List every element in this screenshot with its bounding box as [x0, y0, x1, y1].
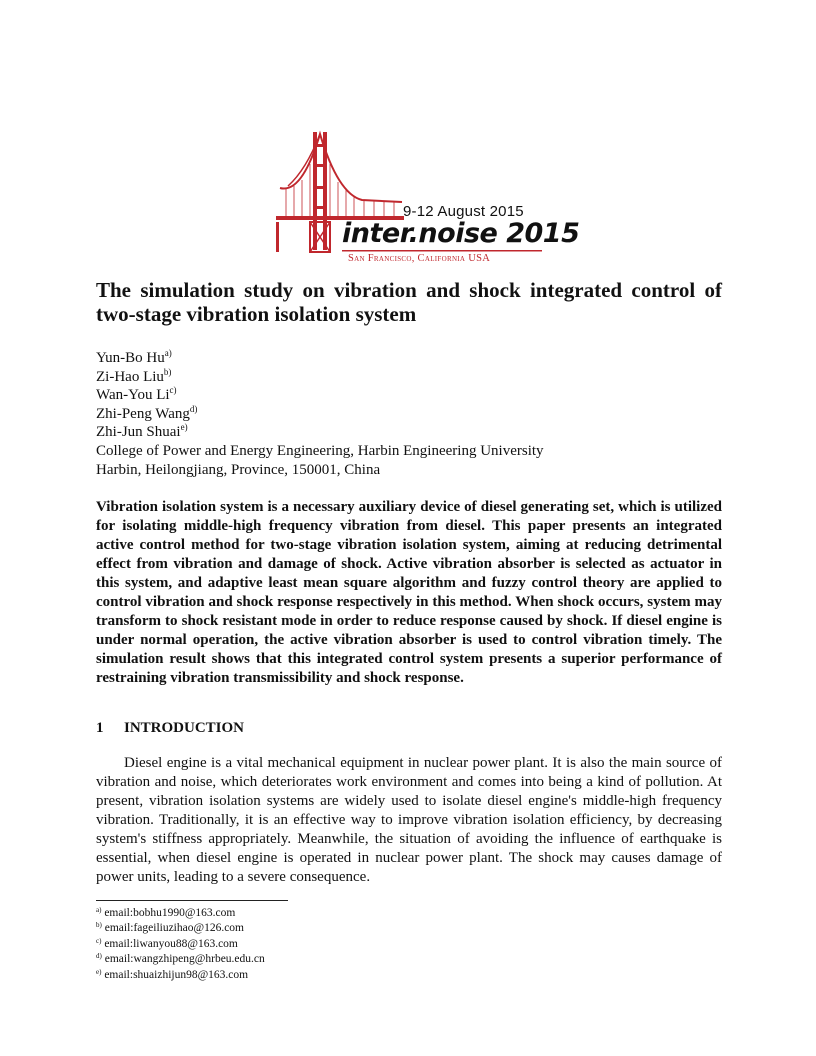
footnote: [96, 968, 265, 983]
author-mark: c): [169, 385, 177, 396]
affiliation-line: College of Power and Energy Engineering, Harbin Engineering University: [96, 442, 544, 459]
golden-gate-bridge-icon: [272, 130, 562, 270]
author-mark: e): [180, 422, 188, 433]
author-name: Wan-You Li: [96, 387, 170, 404]
footnote-mark: e): [96, 967, 102, 976]
section-number: 1: [96, 720, 104, 736]
conference-brand: inter.noise 2015: [342, 218, 580, 249]
footnote-mark: a): [96, 906, 102, 914]
author-block: [96, 349, 722, 479]
author-mark: d): [189, 403, 198, 414]
footnote-mark: b): [96, 921, 102, 930]
footnote-text: email:shuaizhijun98@163.com: [104, 968, 249, 981]
footnote: [96, 952, 265, 967]
author-mark: b): [163, 366, 172, 377]
author-name: Yun-Bo Hu: [96, 350, 165, 366]
footnotes: [96, 906, 265, 983]
footnote: [96, 937, 265, 952]
author-name: Zi-Hao Liu: [96, 368, 164, 385]
abstract: Vibration isolation system is a necessary auxiliary device of diesel generating set, which is utilized for isolating middle-high frequency vibration from diesel. This paper presents an integrated active control method for two-stage vibration isolation system, aiming at reducing detrimental effect from vibration and damage of shock. Active vibration absorber is selected as actuator in this system, and adaptive least mean square algorithm and fuzzy control theory are applied to control vibration and shock response respectively in this method. When shock occurs, system may transform to shock resistant mode in order to reduce response caused by shock. If diesel engine is under normal operation, the active vibration absorber is used to control vibration timely. The simulation result shows that this integrated control system presents a superior performance of restraining vibration transmissibility and shock response.: [96, 499, 722, 686]
author-line: [96, 368, 722, 387]
author-line: [96, 349, 722, 368]
footnote-mark: c): [96, 936, 102, 945]
affiliation-line: Harbin, Heilongjiang, Province, 150001, China: [96, 461, 381, 478]
body-paragraph: Diesel engine is a vital mechanical equipment in nuclear power plant. It is also the main source of vibration and noise, which deteriorates work environment and comes into being a kind of pollution. At present, vibration isolation systems are widely used to isolate diesel engine's middle-high frequency vibration. Traditionally, it is an effective way to improve vibration isolation efficiency, by decreasing system's stiffness appropriately. Meanwhile, the situation of avoiding the influence of earthquake is essential, when diesel engine is operated in nuclear power plant. The shock may causes damage of power units, leading to a severe consequence.: [96, 755, 722, 885]
author-line: [96, 423, 722, 442]
section-title: INTRODUCTION: [124, 720, 245, 736]
section-heading: [96, 720, 244, 737]
footnote-text: email:wangzhipeng@hrbeu.edu.cn: [104, 953, 265, 966]
footnote: [96, 906, 265, 921]
paper-title: The simulation study on vibration and shock integrated control of two-stage vibration isolation system: [96, 278, 722, 326]
author-mark: a): [164, 348, 172, 358]
footnote-text: email:liwanyou88@163.com: [104, 937, 238, 950]
footnote-text: email:fageiliuzihao@126.com: [104, 922, 244, 935]
footnote-text: email:bobhu1990@163.com: [104, 907, 236, 919]
author-line: [96, 386, 722, 405]
conference-logo: [272, 130, 580, 270]
footnote-divider: [96, 900, 288, 901]
author-line: [96, 405, 722, 424]
author-name: Zhi-Peng Wang: [96, 405, 190, 422]
conference-date: 9-12 August 2015: [403, 203, 524, 220]
author-name: Zhi-Jun Shuai: [96, 424, 181, 441]
footnote: [96, 921, 265, 936]
conference-location: San Francisco, California USA: [348, 253, 491, 264]
footnote-mark: d): [96, 952, 102, 961]
